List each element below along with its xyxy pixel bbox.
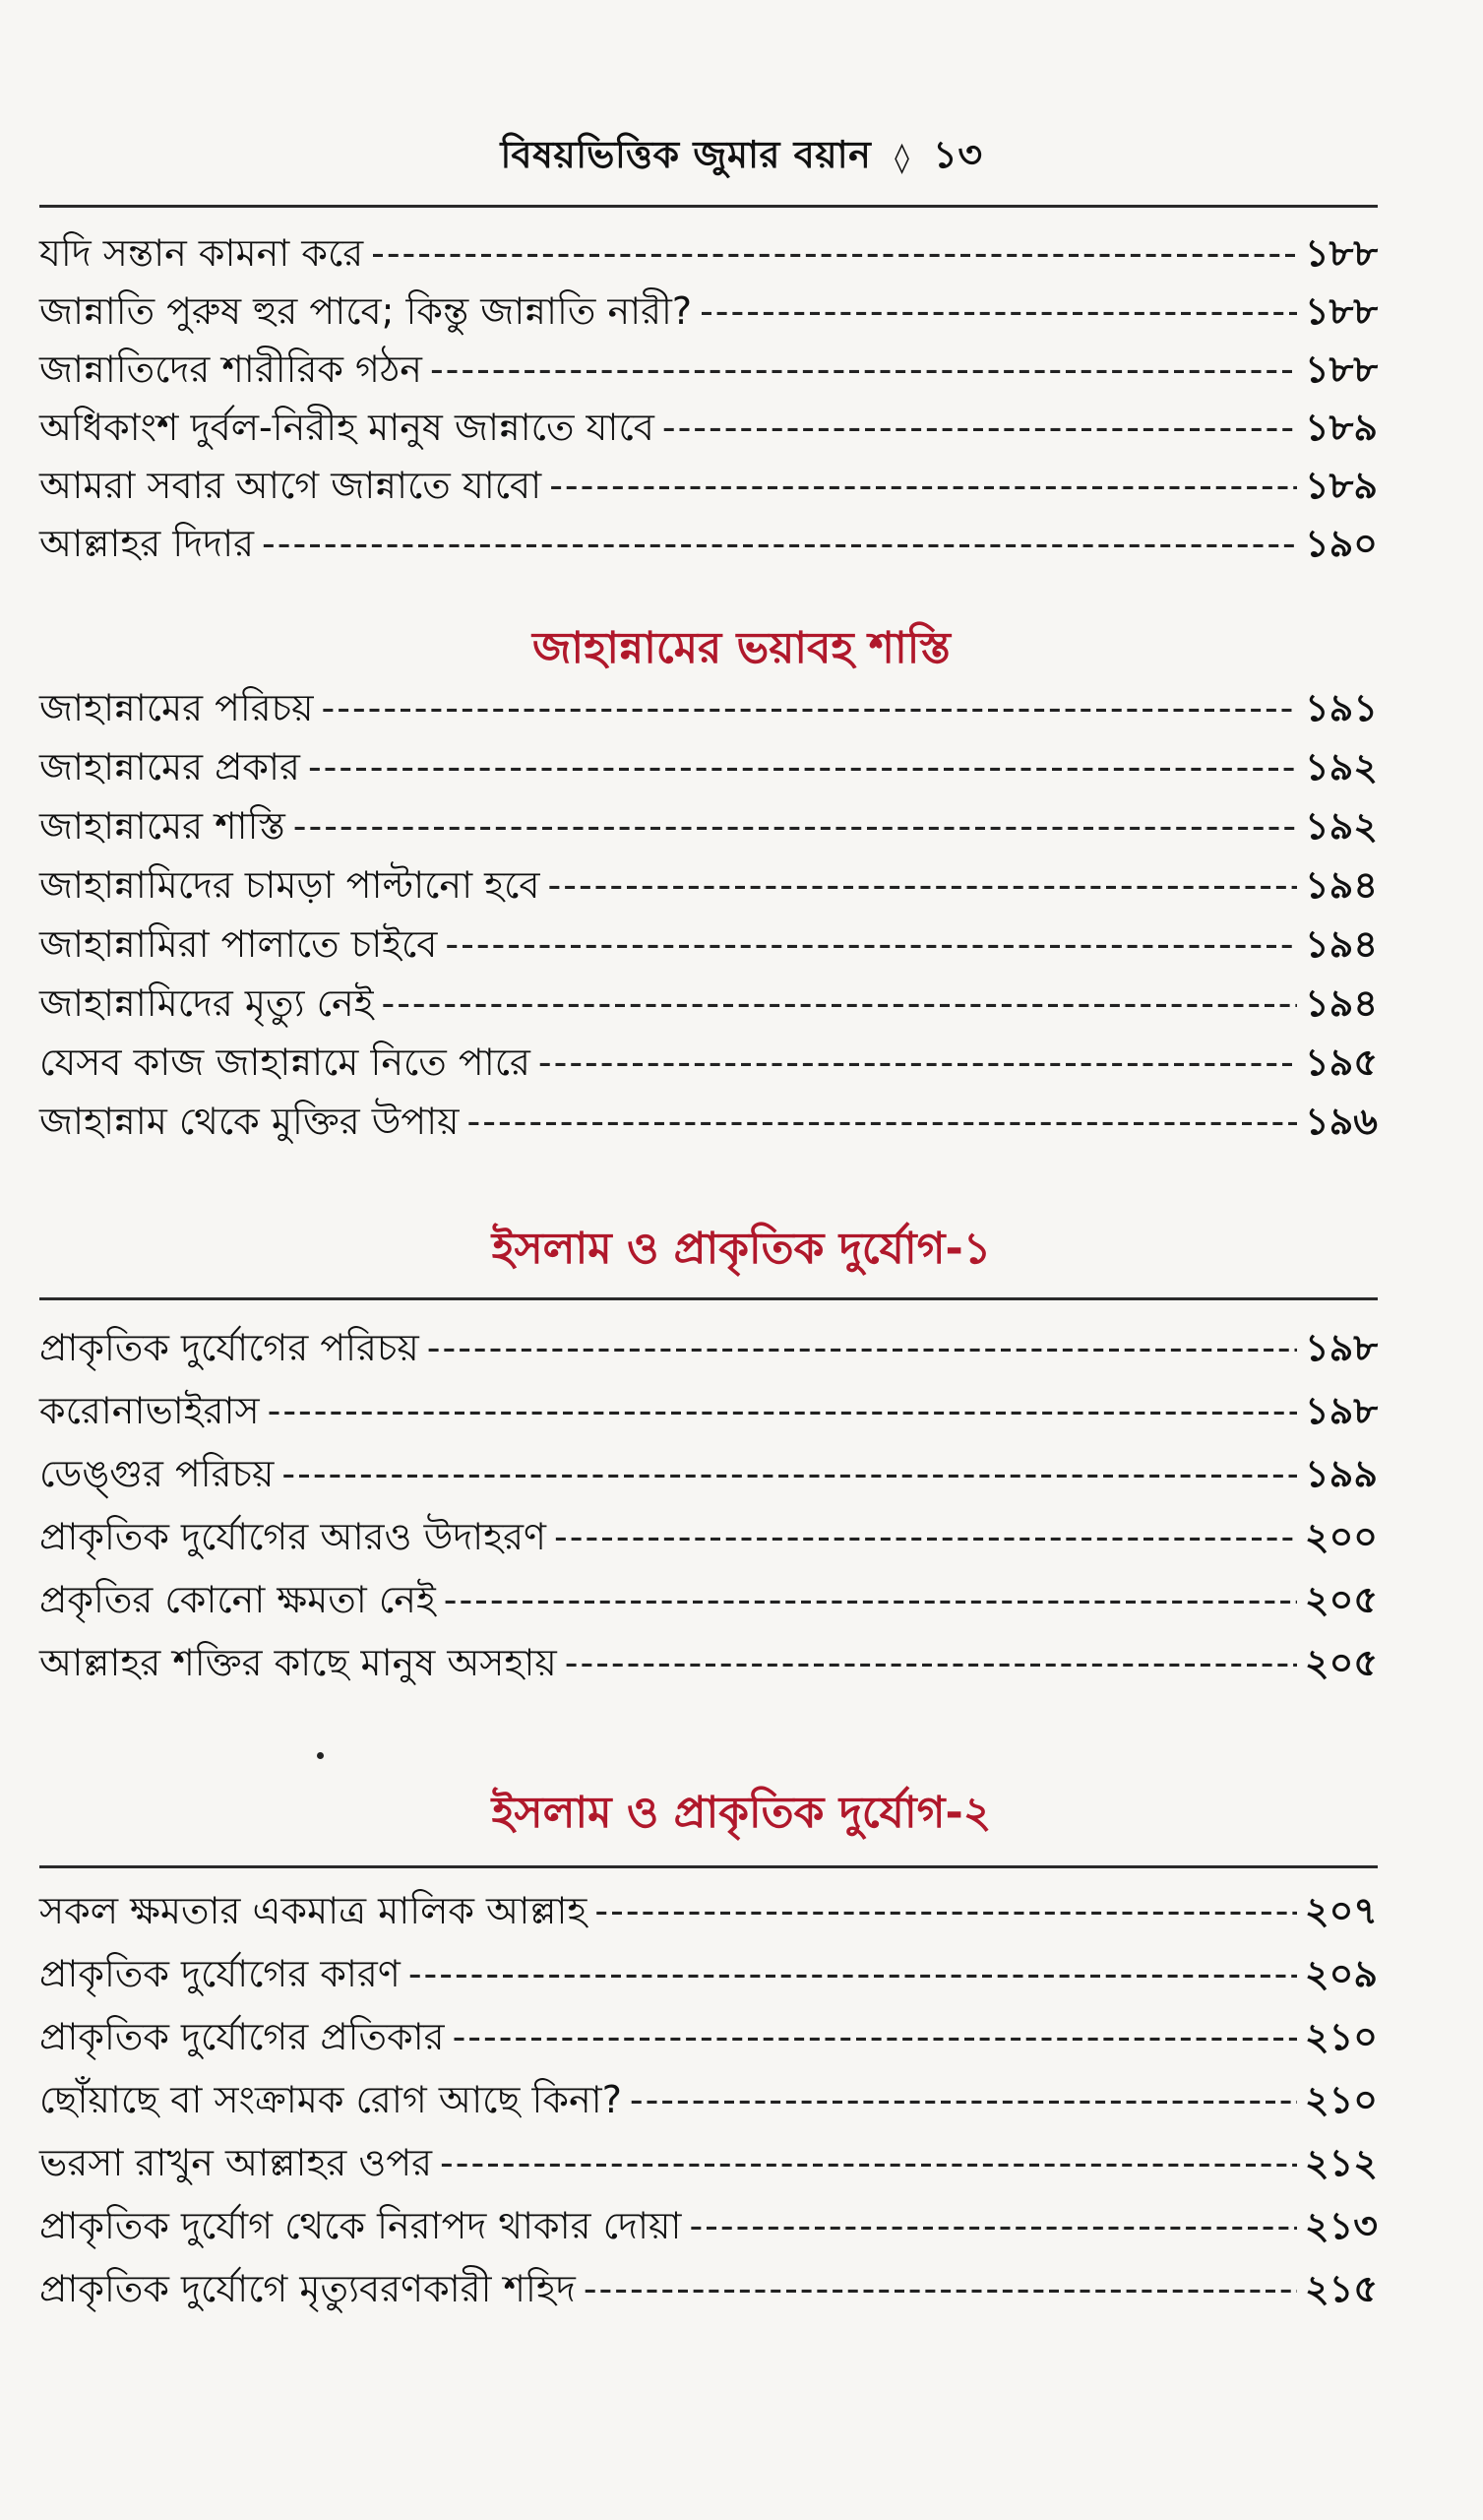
running-header <box>0 126 1483 189</box>
dot-leader <box>293 797 1297 854</box>
toc-entry-page: ২০৭ <box>1304 1889 1378 1932</box>
toc-entry-title: অধিকাংশ দুর্বল-নিরীহ মানুষ জান্নাতে যাবে <box>39 406 654 449</box>
toc-entry-title: জান্নাতি পুরুষ হুর পাবে; কিন্তু জান্নাতি নারী? <box>39 289 693 333</box>
dot-leader <box>538 1034 1297 1091</box>
toc-entry-title: প্রাকৃতিক দুর্যোগের প্রতিকার <box>39 2015 445 2058</box>
toc-entry <box>39 1634 1378 1691</box>
dot-leader <box>549 457 1297 514</box>
toc-entry <box>39 679 1378 736</box>
toc-entry <box>39 283 1378 340</box>
toc-entry-title: জাহান্নামের প্রকার <box>39 745 300 788</box>
toc-entry-page: ১৯৪ <box>1305 863 1378 907</box>
toc-entry-title: প্রাকৃতিক দুর্যোগের আরও উদাহরণ <box>39 1515 547 1558</box>
toc-entry <box>39 975 1378 1032</box>
toc-entry-title: যদি সন্তান কামনা করে <box>39 231 364 275</box>
section-heading: ইসলাম ও প্রাকৃতিক দুর্যোগ-২ <box>491 1788 992 1838</box>
dot-leader <box>322 679 1297 736</box>
toc-entry-title: যেসব কাজ জাহান্নামে নিতে পারে <box>39 1040 530 1084</box>
toc-entry-page: ১৯৯ <box>1305 1452 1378 1495</box>
toc-entry-page: ২০০ <box>1304 1515 1378 1558</box>
dot-leader <box>662 399 1297 456</box>
header-rule <box>39 205 1378 208</box>
toc-entry-page: ২১২ <box>1304 2141 1378 2184</box>
toc-entry <box>39 1945 1378 2002</box>
toc-entry <box>39 1571 1378 1628</box>
ink-speck <box>317 1752 324 1759</box>
header-page-number: ১৩ <box>933 133 983 176</box>
toc-entry <box>39 1882 1378 1939</box>
toc-entry-title: জাহান্নামের শাস্তি <box>39 804 285 848</box>
toc-entry <box>39 915 1378 973</box>
toc-entry-page: ১৮৯ <box>1305 406 1378 449</box>
toc-entry <box>39 2260 1378 2317</box>
toc-entry <box>39 1382 1378 1439</box>
dot-leader <box>381 975 1297 1032</box>
toc-entry-title: জাহান্নাম থেকে মুক্তির উপায় <box>39 1100 460 1143</box>
dot-leader <box>430 341 1297 398</box>
dot-leader <box>268 1382 1297 1439</box>
toc-entry <box>39 856 1378 914</box>
toc-entry <box>39 738 1378 795</box>
dot-leader <box>467 1093 1297 1150</box>
toc-entry-page: ১৮৮ <box>1305 289 1378 333</box>
toc-entry-page: ১৯৮ <box>1305 1389 1378 1432</box>
dot-leader <box>554 1508 1297 1565</box>
dot-leader <box>584 2260 1297 2317</box>
section-heading: জাহান্নামের ভয়াবহ শাস্তি <box>532 623 951 673</box>
dot-leader <box>371 224 1297 282</box>
toc-entry <box>39 2197 1378 2254</box>
toc-entry <box>39 515 1378 572</box>
section-rule <box>39 1297 1378 1300</box>
dot-leader <box>548 856 1297 914</box>
toc-entry-title: প্রাকৃতিক দুর্যোগের পরিচয় <box>39 1326 419 1369</box>
toc-entry-title: জাহান্নামিদের চামড়া পাল্টানো হবে <box>39 863 540 907</box>
dot-leader <box>630 2071 1297 2128</box>
section-heading: ইসলাম ও প্রাকৃতিক দুর্যোগ-১ <box>491 1224 992 1274</box>
toc-entry-title: প্রাকৃতিক দুর্যোগ থেকে নিরাপদ থাকার দোয়া <box>39 2204 682 2247</box>
dot-leader <box>427 1319 1297 1376</box>
dot-leader <box>408 1945 1297 2002</box>
section-rule <box>39 1865 1378 1868</box>
toc-entry-title: প্রাকৃতিক দুর্যোগে মৃত্যুবরণকারী শহিদ <box>39 2267 576 2310</box>
dot-leader <box>700 283 1297 340</box>
toc-entry <box>39 1093 1378 1150</box>
toc-entry <box>39 2071 1378 2128</box>
dot-leader <box>445 915 1297 973</box>
toc-entry-title: প্রাকৃতিক দুর্যোগের কারণ <box>39 1952 401 1995</box>
toc-entry <box>39 2008 1378 2065</box>
toc-entry-page: ১৯০ <box>1304 522 1378 565</box>
toc-entry-page: ২১০ <box>1304 2015 1378 2058</box>
toc-entry-page: ১৯৪ <box>1305 981 1378 1025</box>
toc-entry-page: ১৯৪ <box>1305 922 1378 966</box>
toc-entry-page: ১৯২ <box>1304 745 1378 788</box>
dot-leader <box>565 1634 1297 1691</box>
toc-entry-title: সকল ক্ষমতার একমাত্র মালিক আল্লাহ <box>39 1889 587 1932</box>
toc-entry-title: প্রকৃতির কোনো ক্ষমতা নেই <box>39 1578 436 1621</box>
header-separator-icon: ◊ <box>895 141 910 175</box>
toc-entry-page: ১৯২ <box>1304 804 1378 848</box>
toc-entry-page: ১৮৯ <box>1305 464 1378 507</box>
dot-leader <box>444 1571 1297 1628</box>
toc-entry-title: ছোঁয়াছে বা সংক্রামক রোগ আছে কিনা? <box>39 2078 622 2121</box>
toc-entry-title: জাহান্নামিরা পালাতে চাইবে <box>39 922 438 966</box>
toc-entry-page: ২১৫ <box>1304 2267 1378 2310</box>
toc-entry-page: ২০৯ <box>1304 1952 1378 1995</box>
toc-entry <box>39 1319 1378 1376</box>
toc-entry-title: আল্লাহর দিদার <box>39 522 255 565</box>
running-title: বিষয়ভিত্তিক জুমার বয়ান <box>500 133 872 176</box>
toc-entry-page: ১৯৬ <box>1304 1100 1378 1143</box>
toc-entry <box>39 1034 1378 1091</box>
dot-leader <box>453 2008 1297 2065</box>
toc-entry <box>39 457 1378 514</box>
toc-entry <box>39 2134 1378 2191</box>
toc-entry <box>39 1445 1378 1502</box>
toc-entry-page: ২১৩ <box>1304 2204 1378 2247</box>
dot-leader <box>689 2197 1296 2254</box>
dot-leader <box>594 1882 1296 1939</box>
toc-entry-title: আমরা সবার আগে জান্নাতে যাবো <box>39 464 542 507</box>
toc-entry-title: করোনাভাইরাস <box>39 1389 260 1432</box>
dot-leader <box>262 515 1297 572</box>
toc-entry-title: আল্লাহর শক্তির কাছে মানুষ অসহায় <box>39 1641 557 1684</box>
toc-entry <box>39 341 1378 398</box>
dot-leader <box>308 738 1297 795</box>
toc-entry-page: ২০৫ <box>1304 1641 1378 1684</box>
toc-entry <box>39 797 1378 854</box>
dot-leader <box>281 1445 1297 1502</box>
toc-entry-page: ১৯৫ <box>1305 1040 1378 1084</box>
toc-entry-page: ১৯৮ <box>1305 1326 1378 1369</box>
toc-entry <box>39 1508 1378 1565</box>
toc-entry <box>39 224 1378 282</box>
toc-entry-page: ১৯১ <box>1305 686 1378 729</box>
toc-entry-page: ২০৫ <box>1304 1578 1378 1621</box>
toc-entry <box>39 399 1378 456</box>
toc-entry-title: ডেঙ্গুর পরিচয় <box>39 1452 275 1495</box>
dot-leader <box>440 2134 1297 2191</box>
toc-entry-title: জাহান্নামিদের মৃত্যু নেই <box>39 981 374 1025</box>
toc-entry-title: জান্নাতিদের শারীরিক গঠন <box>39 347 422 391</box>
toc-entry-page: ১৮৮ <box>1305 347 1378 391</box>
toc-entry-title: ভরসা রাখুন আল্লাহর ওপর <box>39 2141 433 2184</box>
toc-entry-page: ২১০ <box>1304 2078 1378 2121</box>
toc-entry-page: ১৮৮ <box>1305 231 1378 275</box>
toc-entry-title: জাহান্নামের পরিচয় <box>39 686 314 729</box>
